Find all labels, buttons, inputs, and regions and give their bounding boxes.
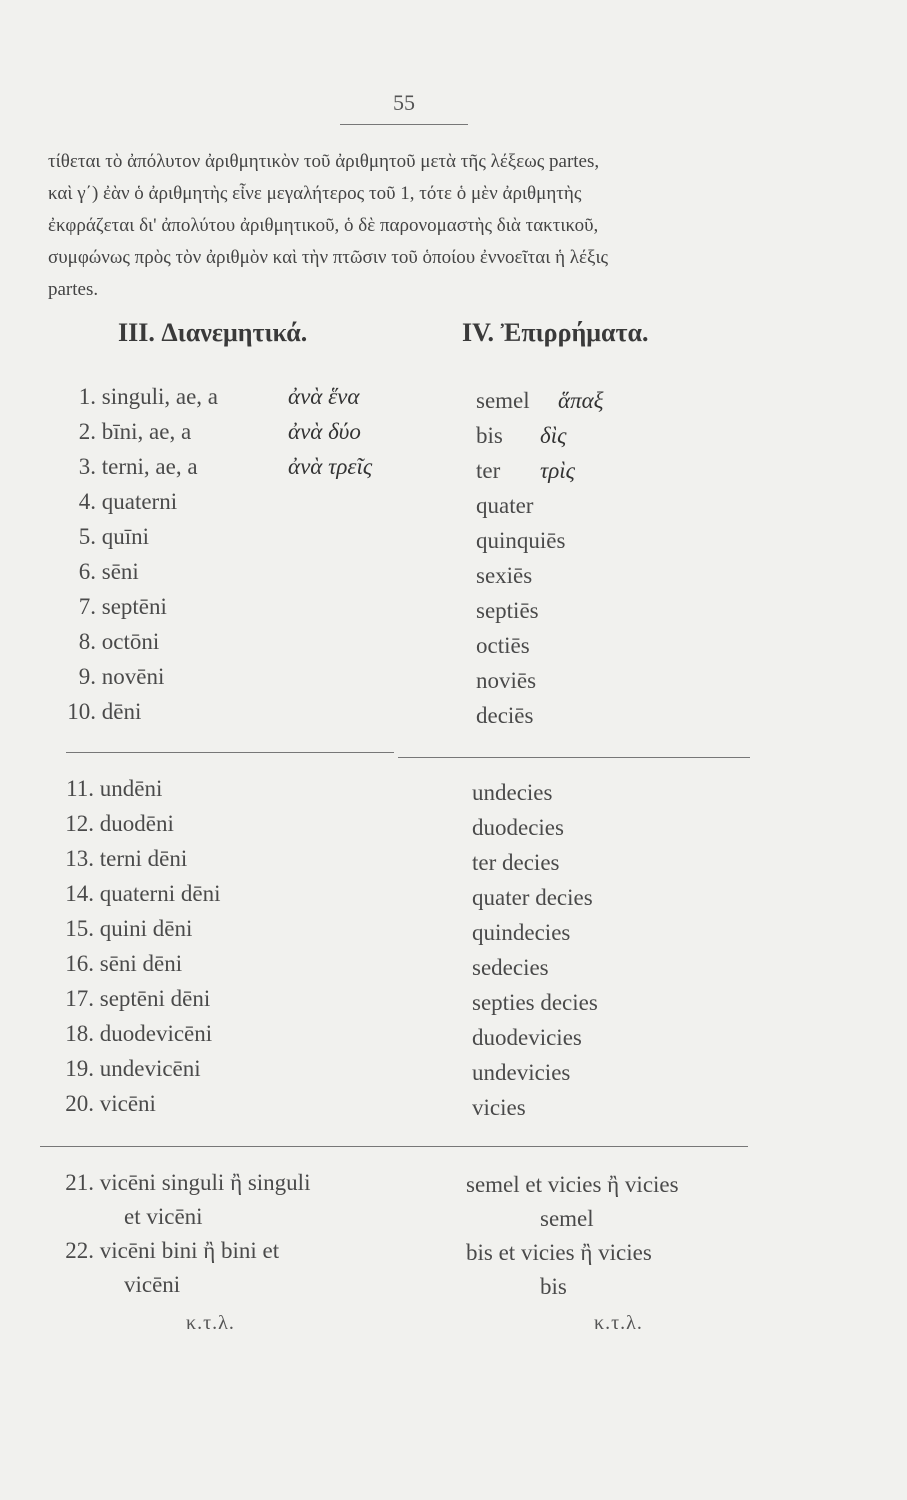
section-divider: [398, 757, 750, 758]
list-item: [50, 1166, 310, 1200]
intro-line: συμφώνως πρὸς τὸν ἀριθμὸν καὶ τὴν πτῶσιν τοῦ ὁποίου ἐννοεῖται ἡ λέξις: [48, 247, 609, 268]
latin-word: terni dēni: [99, 846, 188, 871]
greek-gloss: ἅπαξ: [558, 388, 604, 413]
list-item: quindecies: [472, 920, 571, 945]
item-number: 22.: [65, 1238, 94, 1263]
latin-word: vicēni: [99, 1091, 156, 1116]
greek-gloss: τρὶς: [540, 458, 575, 483]
list-item: [50, 946, 220, 981]
greek-gloss: δὶς: [540, 423, 567, 448]
list-item: [52, 519, 218, 554]
list-item: duodevicies: [472, 1025, 582, 1050]
latin-word: vicēni bini ἢ bini et: [99, 1238, 280, 1263]
list-item: [50, 876, 220, 911]
latin-word: ter: [476, 458, 501, 483]
list-item: [476, 593, 565, 628]
list-item: [50, 806, 220, 841]
item-number: 15.: [65, 916, 94, 941]
distributives-list-3: [50, 1166, 310, 1302]
list-item: [50, 981, 220, 1016]
adverbs-list-1: [476, 383, 604, 733]
latin-word: duodevicēni: [99, 1021, 213, 1046]
latin-word: deciēs: [476, 703, 534, 728]
item-number: 11.: [66, 776, 94, 801]
item-number: 3.: [78, 454, 96, 479]
latin-word: quini dēni: [99, 916, 193, 941]
latin-word: singuli, ae, a: [101, 384, 218, 409]
latin-word: quīni: [101, 524, 150, 549]
latin-word: vicēni singuli ἢ singuli: [99, 1170, 311, 1195]
item-number: 5.: [78, 524, 96, 549]
list-item: [50, 1051, 220, 1086]
list-item: [476, 628, 565, 663]
page-number: 55: [393, 90, 415, 115]
list-item: [50, 771, 220, 806]
latin-word: sexiēs: [476, 563, 533, 588]
list-item: [50, 1016, 220, 1051]
intro-line: τίθεται τὸ ἀπόλυτον ἀριθμητικὸν τοῦ ἀριθμητοῦ μετὰ τῆς λέξεως partes,: [48, 151, 600, 172]
list-item: [52, 694, 218, 729]
list-item: [476, 558, 565, 593]
latin-word: sēni dēni: [99, 951, 183, 976]
list-item: septies decies: [472, 990, 598, 1015]
item-number: 18.: [65, 1021, 94, 1046]
list-item: vicies: [472, 1095, 526, 1120]
list-item: [476, 663, 565, 698]
latin-word: septēni dēni: [99, 986, 211, 1011]
page-number-rule: [340, 124, 468, 125]
list-item: [50, 1234, 310, 1268]
item-number: 4.: [78, 489, 96, 514]
section-divider: [40, 1146, 748, 1147]
latin-word: noviēs: [476, 668, 537, 693]
item-number: 2.: [78, 419, 96, 444]
latin-word: undevicēni: [99, 1056, 201, 1081]
latin-word: quaterni: [101, 489, 178, 514]
heading-distributives: III. Διανεμητικά.: [118, 318, 308, 347]
list-item: [50, 911, 220, 946]
latin-word: semel: [476, 388, 530, 413]
list-item: [52, 379, 360, 414]
intro-line: partes.: [48, 279, 99, 300]
latin-word: bis: [476, 423, 503, 448]
latin-word: undēni: [99, 776, 163, 801]
list-item: [52, 484, 218, 519]
section-divider: [66, 752, 394, 753]
list-item: sedecies: [472, 955, 549, 980]
list-item: duodecies: [472, 815, 564, 840]
latin-word: quaterni dēni: [99, 881, 221, 906]
list-item: [50, 841, 220, 876]
item-number: 9.: [78, 664, 96, 689]
adverbs-list-3: [466, 1168, 679, 1304]
list-item: [52, 659, 218, 694]
latin-word: duodēni: [99, 811, 174, 836]
list-item: [476, 523, 565, 558]
latin-word: bīni, ae, a: [101, 419, 192, 444]
latin-word: octōni: [101, 629, 160, 654]
distributives-list-1: [52, 379, 373, 729]
item-number: 17.: [65, 986, 94, 1011]
etc-abbreviation: κ.τ.λ.: [186, 1312, 235, 1334]
list-item: [476, 453, 575, 488]
intro-line: καὶ γ΄) ἐὰν ὁ ἀριθμητὴς εἶνε μεγαλήτερος τοῦ 1, τότε ὁ μὲν ἀριθμητὴς: [48, 183, 582, 204]
list-item: bis et vicies ἢ vicies: [466, 1240, 652, 1265]
greek-gloss: ἀνὰ δύο: [288, 419, 361, 444]
list-item: semel et vicies ἢ vicies: [466, 1172, 679, 1197]
latin-word: sēni: [101, 559, 139, 584]
item-number: 13.: [65, 846, 94, 871]
distributives-list-2: [50, 771, 220, 1121]
latin-word: dēni: [101, 699, 142, 724]
list-item: ter decies: [472, 850, 560, 875]
intro-paragraph: [48, 146, 760, 306]
intro-line: ἐκφράζεται δι' ἀπολύτου ἀριθμητικοῦ, ὁ δὲ παρονομαστὴς διὰ τακτικοῦ,: [48, 215, 599, 236]
item-number: 20.: [65, 1091, 94, 1116]
item-number: 12.: [65, 811, 94, 836]
list-item-continuation: bis: [540, 1274, 567, 1299]
list-item: [52, 554, 218, 589]
greek-gloss: ἀνὰ τρεῖς: [288, 454, 373, 479]
item-number: 19.: [65, 1056, 94, 1081]
list-item: [52, 589, 218, 624]
list-item: [476, 488, 565, 523]
list-item-continuation: vicēni: [124, 1272, 181, 1297]
item-number: 7.: [78, 594, 96, 619]
latin-word: novēni: [101, 664, 165, 689]
list-item: [476, 383, 604, 418]
item-number: 21.: [65, 1170, 94, 1195]
list-item: [476, 418, 565, 453]
list-item: undecies: [472, 780, 553, 805]
list-item: [476, 698, 565, 733]
list-item: quater decies: [472, 885, 593, 910]
list-item: [50, 1086, 220, 1121]
latin-word: terni, ae, a: [101, 454, 198, 479]
latin-word: quinquiēs: [476, 528, 566, 553]
item-number: 10.: [67, 699, 96, 724]
latin-word: octiēs: [476, 633, 530, 658]
item-number: 1.: [78, 384, 96, 409]
item-number: 16.: [65, 951, 94, 976]
list-item: [52, 449, 373, 484]
greek-gloss: ἀνὰ ἕνα: [288, 384, 360, 409]
list-item: undevicies: [472, 1060, 571, 1085]
adverbs-list-2: [472, 775, 598, 1125]
list-item: [52, 414, 361, 449]
list-item-continuation: et vicēni: [124, 1204, 203, 1229]
list-item-continuation: semel: [540, 1206, 594, 1231]
latin-word: quater: [476, 493, 534, 518]
item-number: 6.: [78, 559, 96, 584]
heading-adverbs: IV. Ἐπιρρήματα.: [462, 318, 649, 347]
latin-word: septiēs: [476, 598, 539, 623]
item-number: 14.: [65, 881, 94, 906]
list-item: [52, 624, 218, 659]
etc-abbreviation: κ.τ.λ.: [594, 1312, 643, 1334]
latin-word: septēni: [101, 594, 167, 619]
item-number: 8.: [78, 629, 96, 654]
